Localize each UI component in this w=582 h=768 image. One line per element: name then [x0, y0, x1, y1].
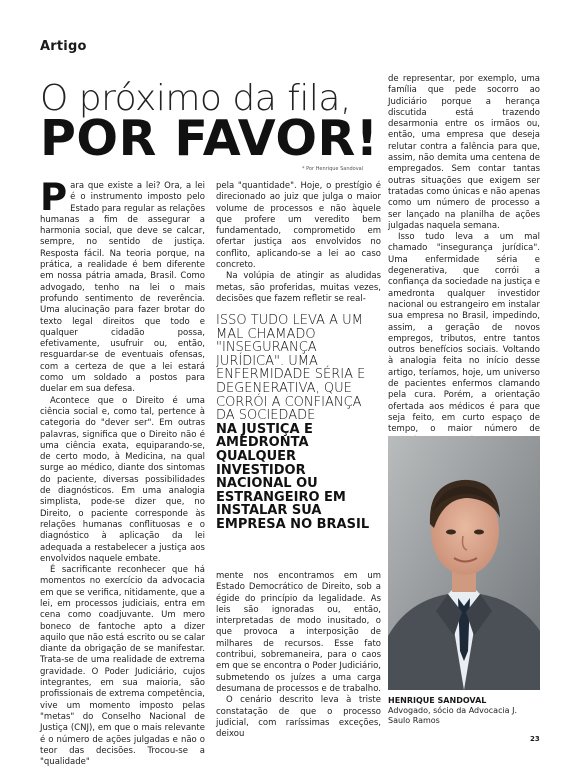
byline: * Por Henrique Sandoval — [302, 166, 364, 172]
paragraph: Na volúpia de atingir as aludidas metas, são proferidas, muitas vezes, decisões que fazem refletir se real- — [216, 271, 381, 304]
page-number: 23 — [530, 735, 540, 743]
article-column-1 — [40, 176, 205, 768]
paragraph: mente nos encontramos em um Estado Democrático de Direito, sob a égide do princípio da legalidade. As leis são ignoradas ou, então, interpretadas de modo inusitado, o que provoca a interposição de milhares de recursos. Esse fato contribui, sobremaneira, para o caos em que se encontra o Poder Judiciário, submetendo os juízes a uma carga desumana de processos e de trabalho. — [216, 571, 381, 694]
drop-cap: P — [40, 176, 68, 219]
paragraph: É sacrificante reconhecer que há momentos no exercício da advocacia em que se verifica, nitidamente, que a lei, em processos judiciais, entra em cena como coadjuvante. Um mero boneco de fantoche apto a dizer aquilo que não está escrito ou se calar diante da obrigação de se manifestar. Trata-se de uma realidade de extrema gravidade. O Poder Judiciário, cujos integrantes, em sua maioria, são profissionais de extrema competência, vive um momento imposto pelas "metas" do Conselho Nacional de Justiça (CNJ), em que o mais relevante é o número de ações julgadas e não o teor das decisões. Trocou-se a "qualidade" — [40, 565, 205, 768]
paragraph — [40, 176, 205, 396]
portrait-illustration — [388, 436, 540, 690]
paragraph: O cenário descrito leva à triste constatação de que o processo judicial, com raríssimas exceções, deixou — [216, 695, 381, 740]
pull-quote-bold: NA JUSTIÇA E AMEDRONTA QUALQUER INVESTIDOR NACIONAL OU ESTRANGEIRO EM INSTALAR SUA EMPRESA NO BRASIL — [216, 421, 370, 532]
headline-line-2: POR FAVOR! — [40, 110, 379, 167]
pull-quote — [216, 314, 381, 532]
article-column-2-bottom — [216, 571, 381, 751]
paragraph: pela "quantidade". Hoje, o prestígio é direcionado ao juiz que julga o maior volume de processos e não àquele que profere um veredito bem fundamentado, comprometido em ofertar justiça aos envolvidos no conflito, aplicando-se a lei ao caso concreto. — [216, 181, 381, 271]
article-column-3 — [388, 74, 540, 435]
paragraph: Isso tudo leva a um mal chamado "insegurança jurídica". Uma enfermidade séria e degenerativa, que corrói a confiança da sociedade na justiça e amedronta qualquer investidor nacional ou estrangeiro em instalar sua empresa no Brasil, impedindo, assim, a geração de novos empregos, tributos, entre tantos outros benefícios sociais. Voltando à analogia feita no início desse artigo, teríamos, hoje, um universo de pacientes enfermos clamando pela cura. Porém, a orientação ofertada aos médicos é para que seja feito, em curto espaço de tempo, o maior número de — [388, 232, 540, 435]
section-label: Artigo — [40, 39, 87, 54]
headline-line-1: O próximo da fila, — [40, 78, 351, 119]
paragraph: Acontece que o Direito é uma ciência social e, como tal, pertence à categoria do "dever ser". Em outras palavras, significa que o Direito não é uma ciência exata, equiparando-se, de certo modo, à Medicina, na qual surge ao médico, diante dos sintomas do paciente, diversas possibilidades de diagnósticos. Em uma analogia simplista, pode-se dizer que, no Direito, o paciente corresponde às relações humanas conflituosas e o diagnóstico à aplicação da lei adequada a restabelecer a justiça aos envolvidos naquele embate. — [40, 395, 205, 564]
author-photo — [388, 436, 540, 690]
article-column-2-top — [216, 181, 381, 311]
paragraph: de representar, por exemplo, uma família que pede socorro ao Judiciário porque a herança discutida está trazendo desarmonia entre os irmãos ou, então, uma empresa que deseja relutar contra a falência para que, assim, não demita uma centena de empregados. Sem contar tantas outras situações que exigem ser tratadas como únicas e não apenas como um número de processo a ser lançado na planilha de ações julgadas naquela semana. — [388, 74, 540, 231]
photo-caption-role: Advogado, sócio da Advocacia J. Saulo Ramos — [388, 706, 518, 725]
paragraph-text: ara que existe a lei? Ora, a lei é o instrumento imposto pelo Estado para regular as relações humanas a fim de assegurar a harmonia social, que deve se calcar, sempre, no sentido de justiça. Resposta fácil. Na teoria porque, na prática, a realidade é bem diferente em nossa pátria amada, Brasil. Como advogado, tenho na lei o mais profundo sentimento de reverência. Uma alucinação para fazer brotar do texto legal direitos que todo e qualquer cidadão possa, efetivamente, usufruir ou, então, resguardar-se de eventuais ofensas, com a certeza de que a lei estará como um soldado a postos para duelar em sua defesa. — [40, 181, 205, 395]
pull-quote-light: ISSO TUDO LEVA A UM MAL CHAMADO "INSEGURANÇA JURÍDICA". UMA ENFERMIDADE SÉRIA E DEGENERATIVA, QUE CORRÓI A CONFIANÇA DA SOCIEDADE — [216, 313, 366, 424]
photo-caption-name: HENRIQUE SANDOVAL — [388, 696, 487, 705]
